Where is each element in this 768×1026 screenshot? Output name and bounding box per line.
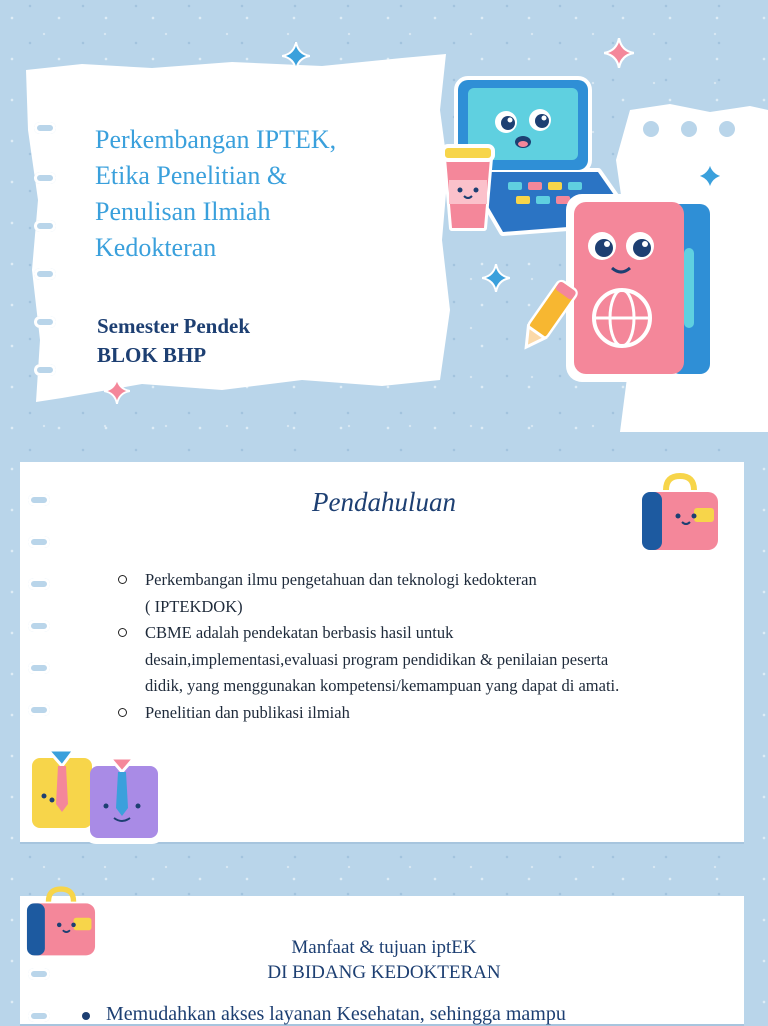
binder-hole [28,662,50,674]
sparkle-icon [282,42,310,70]
section-title: Pendahuluan [312,487,456,517]
shirts-sticker-icon [22,738,168,848]
bullet-list [118,567,718,726]
binder-hole [28,536,50,548]
bullet-list [82,1003,566,1026]
section-title: Manfaat & tujuan iptEK DI BIDANG KEDOKTERAN [267,937,501,983]
sparkle-icon [696,162,724,190]
slide-title: Perkembangan IPTEK, Etika Penelitian & Penulisan Ilmiah Kedokteran [95,125,337,262]
sparkle-icon [104,378,130,404]
slide-subtitle: Semester Pendek BLOK BHP [97,314,250,367]
binder-ring [640,118,662,140]
slide-1 [0,0,768,432]
sparkle-icon [482,264,510,292]
binder-hole [34,316,56,328]
binder-hole [28,1010,50,1022]
list-item: Memudahkan akses layanan Kesehatan, sehingga mampu [82,1003,566,1026]
binder-hole [28,578,50,590]
coffee-cup-sticker-icon [440,140,496,232]
passport-sticker-icon [560,188,720,388]
list-item: Penelitian dan publikasi ilmiah [118,700,718,727]
bag-sticker-icon [632,472,728,558]
binder-hole [34,364,56,376]
binder-ring [678,118,700,140]
list-item: Perkembangan ilmu pengetahuan dan teknologi kedokteran ( IPTEKDOK) [118,567,718,620]
binder-hole [28,704,50,716]
sparkle-icon [604,38,634,68]
binder-hole [28,620,50,632]
binder-hole [34,172,56,184]
binder-hole [34,122,56,134]
binder-ring [716,118,738,140]
binder-hole [34,220,56,232]
pencil-sticker-icon [518,276,578,356]
binder-hole [34,268,56,280]
list-item: CBME adalah pendekatan berbasis hasil untuk desain,implementasi,evaluasi program pendidikan & penilaian peserta didik, yang menggunakan kompetensi/kemampuan yang dapat di amati. [118,620,718,700]
